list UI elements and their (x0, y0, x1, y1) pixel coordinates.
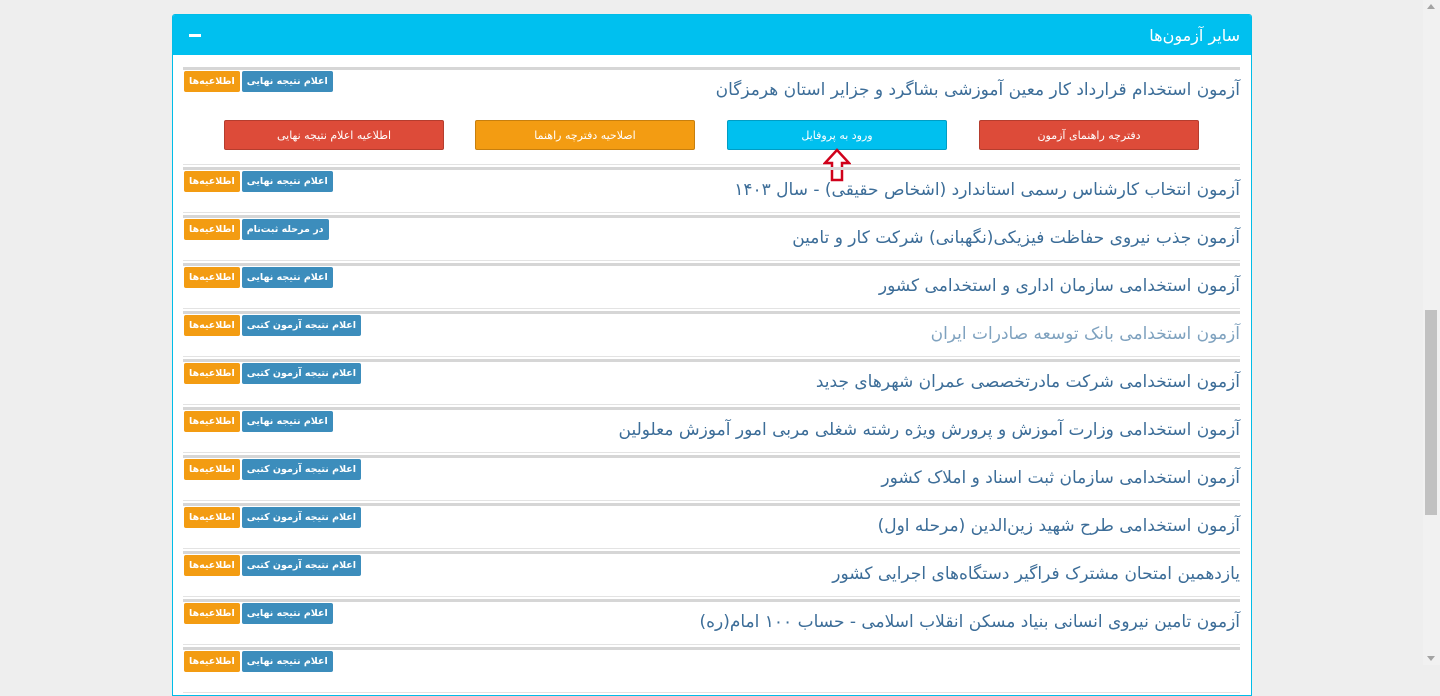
exam-row-11 (183, 599, 1240, 645)
scrollbar-thumb[interactable] (1425, 310, 1437, 515)
exam-row-1 (183, 67, 1240, 165)
exam-row-10 (183, 551, 1240, 597)
exam-title-link[interactable]: آزمون استخدامی بانک توسعه صادرات ایران (930, 324, 1240, 344)
status-badges (184, 411, 333, 432)
news-badge[interactable]: اطلاعیه‌ها (184, 411, 240, 432)
status-badges (184, 219, 329, 240)
minus-icon[interactable] (189, 34, 201, 37)
exam-row-12 (183, 647, 1240, 693)
status-badge[interactable]: اعلام نتیجه نهایی (242, 603, 333, 624)
status-badge[interactable]: اعلام نتیجه آزمون کتبی (242, 315, 361, 336)
news-badge[interactable]: اطلاعیه‌ها (184, 555, 240, 576)
status-badges (184, 459, 361, 480)
news-badge[interactable]: اطلاعیه‌ها (184, 651, 240, 672)
exam-title-link[interactable]: آزمون استخدامی شرکت مادرتخصصی عمران شهرهای جدید (815, 372, 1240, 392)
panel-title: سایر آزمون‌ها (1149, 25, 1240, 45)
news-badge[interactable]: اطلاعیه‌ها (184, 459, 240, 480)
status-badges (184, 555, 361, 576)
status-badges (184, 363, 361, 384)
exam-list (183, 67, 1240, 695)
status-badge[interactable]: در مرحله ثبت‌نام (242, 219, 329, 240)
status-badge[interactable]: اعلام نتیجه آزمون کتبی (242, 555, 361, 576)
status-badges (184, 603, 333, 624)
final-result-notice-button[interactable]: اطلاعیه اعلام نتیجه نهایی (224, 120, 444, 150)
news-badge[interactable]: اطلاعیه‌ها (184, 315, 240, 336)
status-badge[interactable]: اعلام نتیجه آزمون کتبی (242, 363, 361, 384)
exam-row-8 (183, 455, 1240, 501)
profile-login-button[interactable]: ورود به پروفایل (727, 120, 947, 150)
news-badge[interactable]: اطلاعیه‌ها (184, 219, 240, 240)
exam-row-7 (183, 407, 1240, 453)
exam-title-link[interactable]: آزمون استخدامی وزارت آموزش و پرورش ویژه رشته شغلی مربی امور آموزش معلولین (618, 420, 1240, 440)
status-badge[interactable]: اعلام نتیجه نهایی (242, 71, 333, 92)
exam-row-3 (183, 215, 1240, 261)
exam-title-link[interactable]: آزمون استخدام قرارداد کار معین آموزشی بشاگرد و جزایر استان هرمزگان (715, 80, 1240, 100)
status-badges (184, 507, 361, 528)
scroll-up-arrow-icon[interactable] (1427, 4, 1435, 9)
exam-title-link[interactable]: آزمون تامین نیروی انسانی بنیاد مسکن انقلاب اسلامی - حساب ۱۰۰ امام(ره) (699, 612, 1240, 632)
status-badges (184, 171, 333, 192)
scroll-down-arrow-icon[interactable] (1427, 656, 1435, 661)
exam-actions (224, 120, 1199, 152)
exam-title-link[interactable]: آزمون استخدامی سازمان اداری و استخدامی کشور (878, 276, 1240, 296)
guide-correction-button[interactable]: اصلاحیه دفترچه راهنما (475, 120, 695, 150)
exam-title-link[interactable]: یازدهمین امتحان مشترک فراگیر دستگاه‌های اجرایی کشور (832, 564, 1240, 584)
page-scrollbar[interactable] (1423, 0, 1440, 665)
exam-row-6 (183, 359, 1240, 405)
exam-title-link[interactable]: آزمون استخدامی سازمان ثبت اسناد و املاک کشور (881, 468, 1240, 488)
status-badge[interactable]: اعلام نتیجه نهایی (242, 171, 333, 192)
news-badge[interactable]: اطلاعیه‌ها (184, 507, 240, 528)
other-exams-panel (172, 14, 1252, 696)
status-badge[interactable]: اعلام نتیجه نهایی (242, 267, 333, 288)
status-badge[interactable]: اعلام نتیجه آزمون کتبی (242, 507, 361, 528)
news-badge[interactable]: اطلاعیه‌ها (184, 267, 240, 288)
news-badge[interactable]: اطلاعیه‌ها (184, 603, 240, 624)
status-badges (184, 651, 333, 672)
exam-guide-button[interactable]: دفترچه راهنمای آزمون (979, 120, 1199, 150)
status-badge[interactable]: اعلام نتیجه نهایی (242, 411, 333, 432)
status-badges (184, 315, 361, 336)
exam-row-5 (183, 311, 1240, 357)
exam-row-9 (183, 503, 1240, 549)
status-badges (184, 71, 333, 92)
status-badges (184, 267, 333, 288)
news-badge[interactable]: اطلاعیه‌ها (184, 71, 240, 92)
panel-header (173, 15, 1251, 55)
status-badge[interactable]: اعلام نتیجه آزمون کتبی (242, 459, 361, 480)
exam-row-2 (183, 167, 1240, 213)
news-badge[interactable]: اطلاعیه‌ها (184, 363, 240, 384)
exam-row-4 (183, 263, 1240, 309)
exam-title-link[interactable]: آزمون جذب نیروی حفاظت فیزیکی(نگهبانی) شرکت کار و تامین (792, 228, 1240, 248)
exam-title-link[interactable]: آزمون انتخاب کارشناس رسمی استاندارد (اشخاص حقیقی) - سال ۱۴۰۳ (734, 180, 1240, 200)
exam-title-link[interactable]: آزمون استخدامی طرح شهید زین‌الدین (مرحله اول) (877, 516, 1240, 536)
news-badge[interactable]: اطلاعیه‌ها (184, 171, 240, 192)
status-badge[interactable]: اعلام نتیجه نهایی (242, 651, 333, 672)
